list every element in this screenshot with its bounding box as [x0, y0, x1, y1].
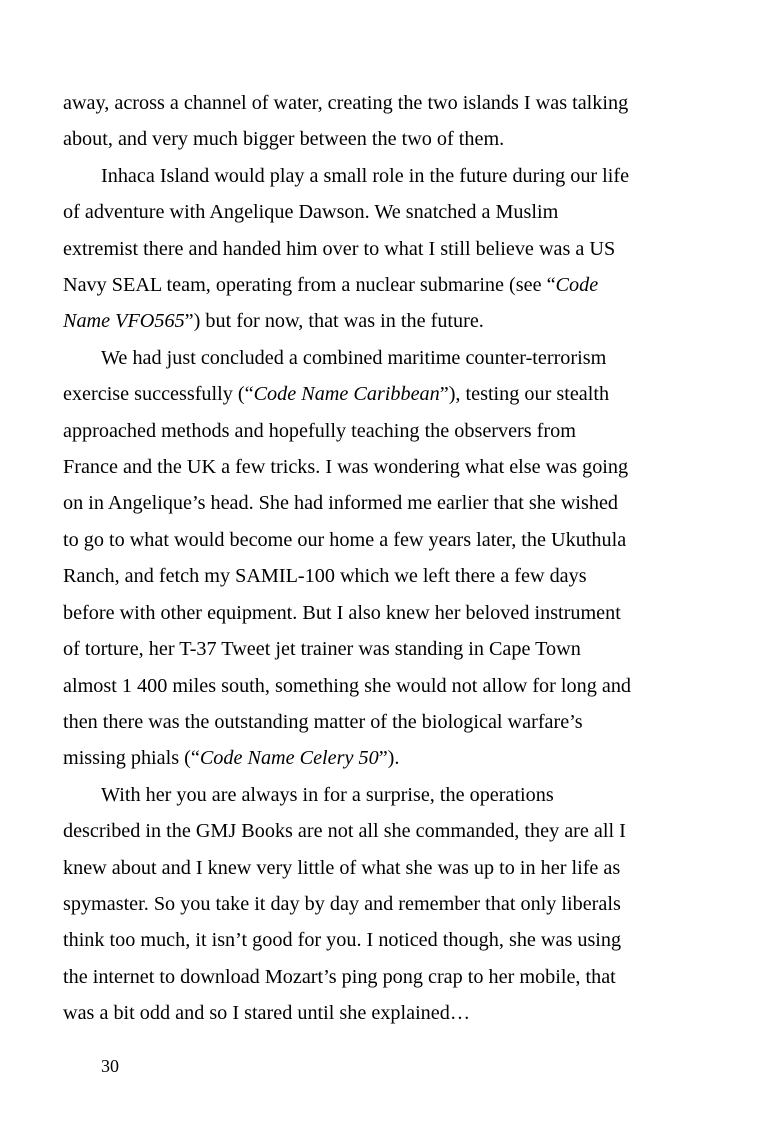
paragraph: [63, 85, 663, 158]
text-line: Ranch, and fetch my SAMIL-100 which we left there a few days: [63, 565, 587, 588]
text-line: Name VFO565”) but for now, that was in the future.: [63, 310, 484, 333]
text-line: away, across a channel of water, creating the two islands I was talking: [63, 92, 629, 114]
text-line: on in Angelique’s head. She had informed me earlier that she wished: [63, 492, 619, 515]
body-text: [63, 85, 663, 1032]
text-line: about, and very much bigger between the two of them.: [63, 128, 505, 151]
paragraph: [63, 340, 663, 777]
italic-title: Code: [555, 274, 599, 297]
text-line: Inhaca Island would play a small role in the future during our life: [101, 164, 630, 187]
text-line: France and the UK a few tricks. I was wondering what else was going: [63, 456, 629, 479]
text-line: With her you are always in for a surprise, the operations: [101, 783, 554, 806]
text-line: extremist there and handed him over to what I still believe was a US: [63, 237, 616, 260]
italic-title: Code Name Celery 50: [199, 747, 379, 770]
text-line: exercise successfully (“Code Name Caribbean”), testing our stealth: [63, 383, 610, 406]
text-line: of torture, her T-37 Tweet jet trainer was standing in Cape Town: [63, 638, 581, 661]
text-line: think too much, it isn’t good for you. I noticed though, she was using: [63, 929, 622, 952]
text-line: described in the GMJ Books are not all she commanded, they are all I: [63, 820, 626, 843]
text-line: spymaster. So you take it day by day and remember that only liberals: [63, 892, 621, 915]
italic-title: Code Name Caribbean: [253, 383, 440, 406]
text-line: before with other equipment. But I also knew her beloved instrument: [63, 601, 621, 624]
text-line: We had just concluded a combined maritime counter-terrorism: [101, 346, 607, 369]
text-line: of adventure with Angelique Dawson. We snatched a Muslim: [63, 201, 559, 224]
text-line: the internet to download Mozart’s ping pong crap to her mobile, that: [63, 965, 616, 988]
paragraph: [63, 158, 663, 340]
text-line: approached methods and hopefully teaching the observers from: [63, 419, 576, 442]
page-number: 30: [101, 1056, 119, 1076]
text-line: missing phials (“Code Name Celery 50”).: [63, 747, 400, 770]
text-line: to go to what would become our home a few years later, the Ukuthula: [63, 528, 627, 551]
text-line: knew about and I knew very little of what she was up to in her life as: [63, 856, 621, 879]
text-line: then there was the outstanding matter of the biological warfare’s: [63, 710, 583, 733]
paragraph: [63, 777, 663, 1032]
text-line: was a bit odd and so I stared until she explained…: [63, 1002, 471, 1025]
text-line: Navy SEAL team, operating from a nuclear submarine (see “Code: [63, 274, 599, 297]
italic-title: Name VFO565: [63, 310, 185, 333]
text-line: almost 1 400 miles south, something she would not allow for long and: [63, 674, 632, 697]
